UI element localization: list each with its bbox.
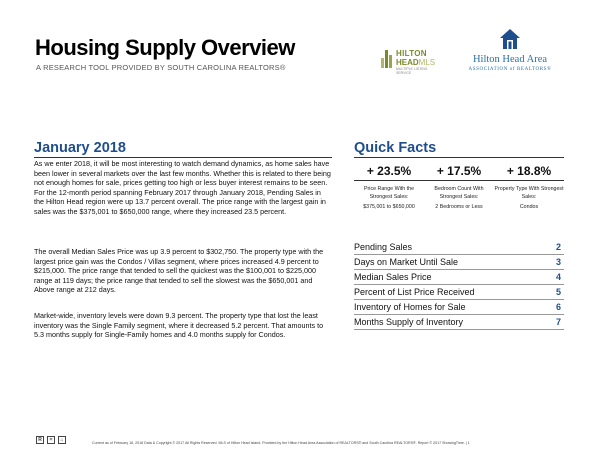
house-icon — [499, 28, 521, 50]
toc-item-label: Days on Market Until Sale — [354, 257, 459, 267]
summary-paragraph-1: As we enter 2018, it will be most interesting to watch demand dynamics, as home sales have been lower in several markets over the last few months. Whether this is related to there being not enough homes for sale, prices getting too high or less buyer interest remains to be seen. For the 12-month period spanning February 2017 through January 2018, Pending Sales in the Hilton Head region were up 13.7 percent overall. The price range with the largest gain in sales was the $375,001 to $650,000 range, where they increased 23.5 percent. — [34, 159, 331, 216]
summary-paragraph-3: Market-wide, inventory levels were down 9.3 percent. The property type that lost the least inventory was the Single Family segment, where it decreased 5.2 percent. That amounts to 5.3 months supply for Single-Family homes and 4.0 months supply for Condos. — [34, 311, 324, 340]
hilton-head-area-association-logo — [455, 28, 565, 78]
quick-fact-value: $375,001 to $650,000 — [363, 204, 415, 210]
quick-fact-value: Condos — [519, 204, 539, 210]
mls-logo-tagline: MULTIPLE LISTING SERVICE — [396, 67, 428, 75]
quick-facts-divider — [354, 157, 564, 158]
toc-item-label: Inventory of Homes for Sale — [354, 302, 466, 312]
toc-item-median-sales-price[interactable] — [354, 270, 564, 285]
toc-item-page: 4 — [555, 272, 561, 282]
toc-item-page: 5 — [555, 287, 561, 297]
quick-fact-percent: + 18.8% — [506, 164, 552, 178]
equal-housing-icon: ⌂ — [58, 436, 66, 444]
toc-item-label: Pending Sales — [354, 242, 413, 252]
toc-item-page: 2 — [555, 242, 561, 252]
toc-item-months-supply[interactable] — [354, 315, 564, 330]
mls-bars-icon — [381, 50, 393, 68]
association-name: Hilton Head Area — [472, 54, 548, 65]
page-subtitle: A RESEARCH TOOL PROVIDED BY SOUTH CAROLINA REALTORS® — [36, 63, 286, 72]
toc-item-page: 3 — [555, 257, 561, 267]
toc-item-label: Percent of List Price Received — [354, 287, 475, 297]
footer-text: Current as of February 16, 2018 Data & Copyright © 2017 All Rights Reserved. MLS of Hilton Head Island. Provided by the Hilton Head Area Association of REALTORS® and South Carolina REALTORS®. Report © 2017 ShowingTime. | 1 — [92, 441, 470, 445]
toc-item-label: Months Supply of Inventory — [354, 317, 464, 327]
toc-item-percent-of-list-price[interactable] — [354, 285, 564, 300]
quick-fact-percent: + 17.5% — [436, 164, 482, 178]
toc-item-label: Median Sales Price — [354, 272, 432, 282]
footer-icons — [36, 436, 76, 446]
hilton-head-mls-logo — [381, 46, 441, 75]
month-heading: January 2018 — [34, 140, 126, 156]
quick-fact-value: 2 Bedrooms or Less — [435, 204, 483, 210]
page-title: Housing Supply Overview — [35, 35, 295, 60]
table-of-contents — [354, 240, 564, 330]
left-divider — [34, 157, 332, 158]
mls-logo-line2: HEADMLS — [396, 58, 436, 67]
toc-item-pending-sales[interactable] — [354, 240, 564, 255]
quick-facts-heading: Quick Facts — [354, 140, 437, 156]
quick-fact-caption: Bedroom Count With Strongest Sales: — [434, 186, 484, 200]
toc-item-page: 7 — [555, 317, 561, 327]
summary-paragraph-2: The overall Median Sales Price was up 3.9 percent to $302,750. The property type with the largest price gain was the Condos / Villas segment, where prices increased 4.9 percent to $215,000. The price range that tended to sell the quickest was the $100,001 to $225,000 range at 119 days; the price range that tended to sell the slowest was the $650,001 and Above range at 212 days. — [34, 247, 324, 295]
quick-fact-caption: Price Range With the Strongest Sales: — [363, 186, 415, 200]
mls-icon: = — [47, 436, 55, 444]
quick-fact-percent: + 23.5% — [366, 164, 412, 178]
toc-item-inventory[interactable] — [354, 300, 564, 315]
toc-item-days-on-market[interactable] — [354, 255, 564, 270]
mls-logo-line1: HILTON — [396, 49, 427, 58]
realtor-icon: R — [36, 436, 44, 444]
toc-item-page: 6 — [555, 302, 561, 312]
association-subtitle: ASSOCIATION of REALTORS® — [468, 67, 552, 72]
quick-fact-caption: Property Type With Strongest Sales: — [494, 186, 564, 200]
quick-facts-inner-divider — [354, 180, 564, 181]
